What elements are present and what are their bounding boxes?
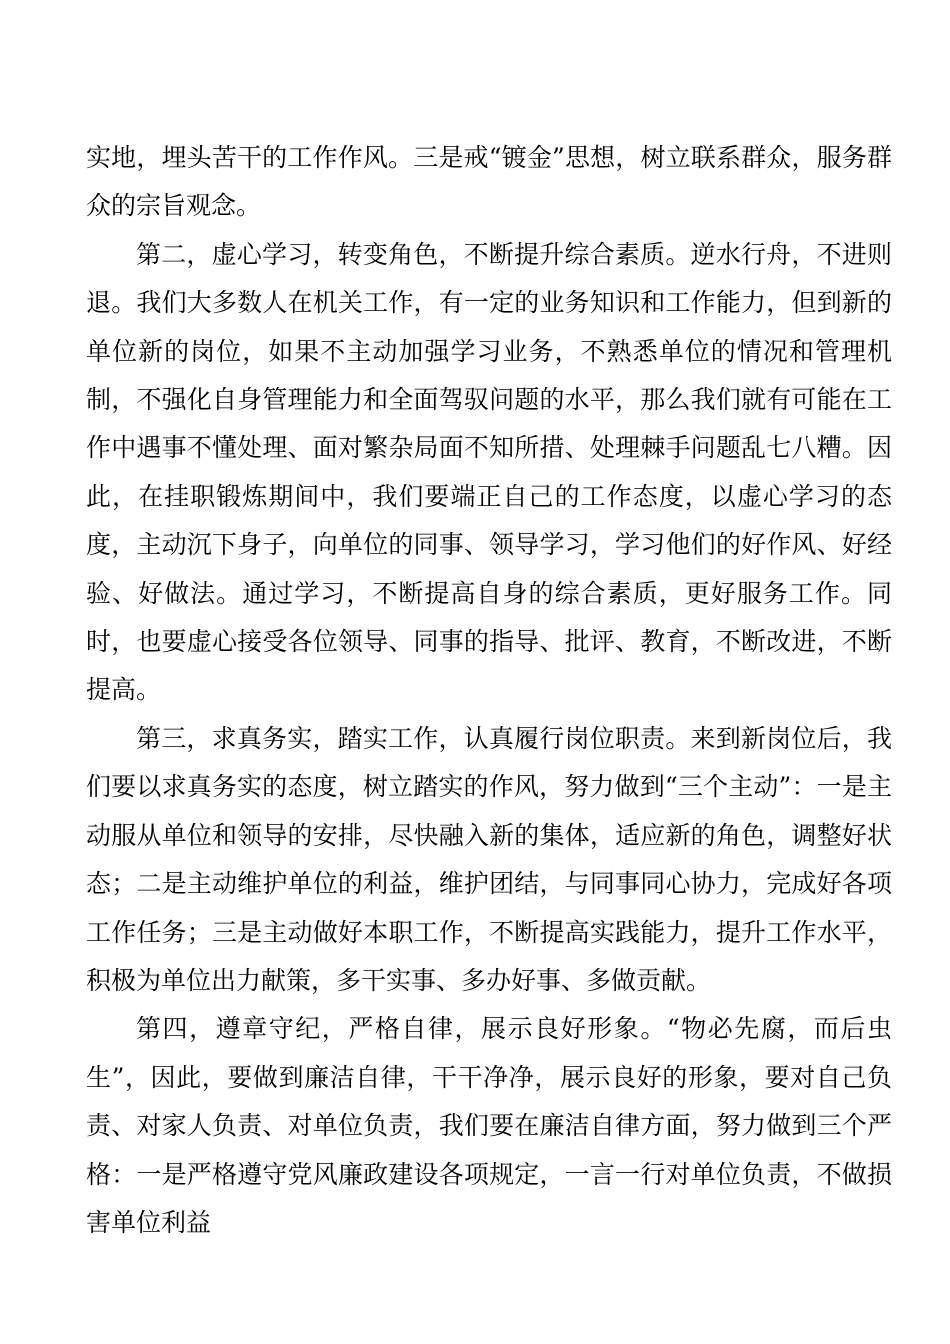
paragraph-continuation: 实地，埋头苦干的工作作风。三是戒“镀金”思想，树立联系群众，服务群众的宗旨观念。 bbox=[86, 143, 892, 221]
paragraph-discipline: 第四，遵章守纪，严格自律，展示良好形象。“物必先腐，而后虫生”，因此，要做到廉洁自律，干干净净，展示良好的形象，要对自己负责、对家人负责、对单位负责，我们要在廉洁自律方面，努力做到三个严格：一是严格遵守党风廉政建设各项规定，一言一行对单位负责，不做损害单位利益 bbox=[86, 1014, 892, 1237]
paragraph-practical-work: 第三，求真务实，踏实工作，认真履行岗位职责。来到新岗位后，我们要以求真务实的态度，树立踏实的作风，努力做到“三个主动”：一是主动服从单位和领导的安排，尽快融入新的集体，适应新的角色，调整好状态；二是主动维护单位的利益，维护团结，与同事同心协力，完成好各项工作任务；三是主动做好本职工作，不断提高实践能力，提升工作水平，积极为单位出力献策，多干实事、多办好事、多做贡献。 bbox=[86, 723, 892, 995]
paragraph-study: 第二，虚心学习，转变角色，不断提升综合素质。逆水行舟，不进则退。我们大多数人在机关工作，有一定的业务知识和工作能力，但到新的单位新的岗位，如果不主动加强学习业务，不熟悉单位的情况和管理机制，不强化自身管理能力和全面驾驭问题的水平，那么我们就有可能在工作中遇事不懂处理、面对繁杂局面不知所措、处理棘手问题乱七八糟。因此，在挂职锻炼期间中，我们要端正自己的工作态度，以虚心学习的态度，主动沉下身子，向单位的同事、领导学习，学习他们的好作风、好经验、好做法。通过学习，不断提高自身的综合素质，更好服务工作。同时，也要虚心接受各位领导、同事的指导、批评、教育，不断改进，不断提高。 bbox=[86, 239, 892, 705]
document-body bbox=[86, 134, 892, 1247]
